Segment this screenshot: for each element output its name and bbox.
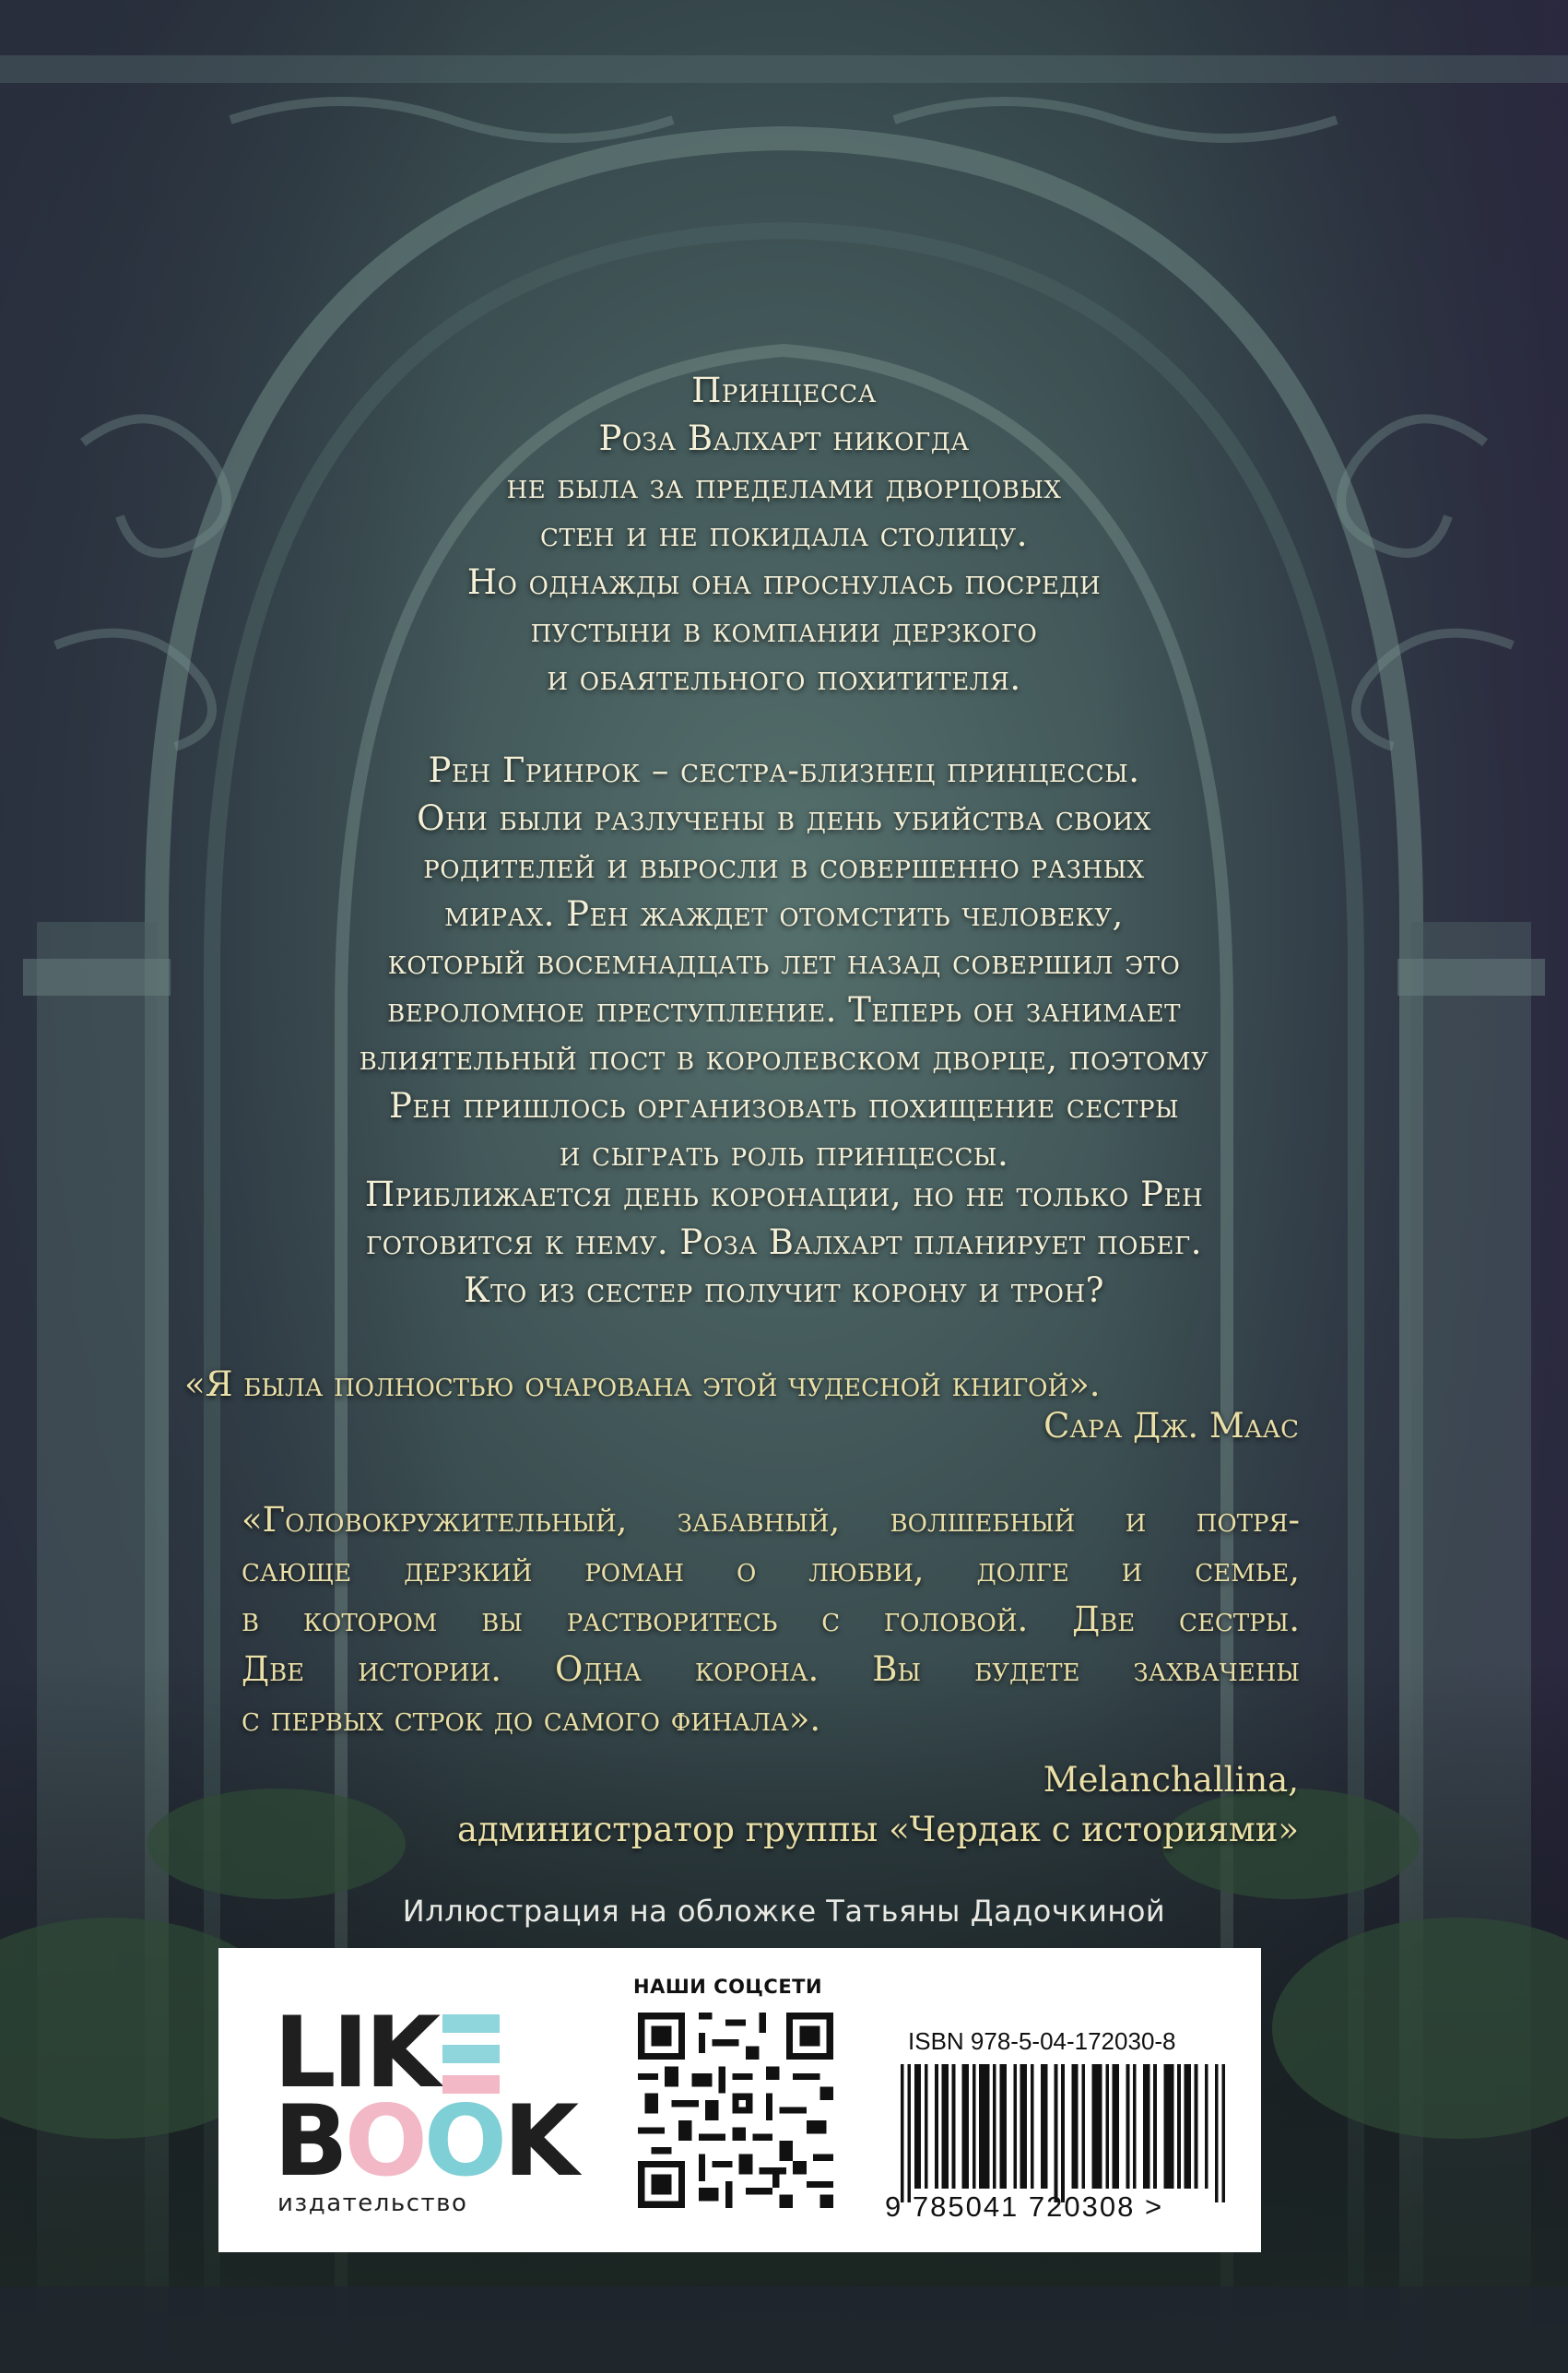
text-line: который восемнадцать лет назад совершил это (387, 942, 1181, 982)
review-quote-1 (184, 1360, 1300, 1410)
quote-line: в котором вы растворитесь с головой. Две сестры. (242, 1600, 1300, 1639)
text-line: Принцесса (691, 371, 877, 410)
quote-author-2 (457, 1755, 1299, 1855)
text-line: Роза Валхарт никогда (598, 419, 970, 458)
qr-code-icon[interactable] (638, 2013, 833, 2208)
text-line: Рен пришлось организовать похищение сестры (388, 1086, 1180, 1126)
social-label: НАШИ СОЦСЕТИ (633, 1976, 823, 1998)
quote-author-role: администратор группы «Чердак с историями» (456, 1810, 1299, 1849)
text-line: влиятельный пост в королевском дворце, поэтому (359, 1038, 1209, 1078)
likebook-logo (274, 1996, 576, 2219)
text-line: стен и не покидала столицу. (540, 514, 1028, 554)
review-quote-2 (242, 1495, 1300, 1744)
description-paragraph-1 (0, 367, 1568, 702)
text-line: родителей и выросли в совершенно разных (423, 846, 1145, 886)
logo-e-glyph (442, 2014, 500, 2094)
isbn-label: ISBN 978-5-04-172030-8 (908, 2027, 1176, 2055)
illustration-credit: Иллюстрация на обложке Татьяны Дадочкиной (402, 1894, 1166, 1929)
logo-letter-k: K (503, 2084, 576, 2198)
text-line: Рен Гринрок – сестра-близнец принцессы. (428, 750, 1140, 790)
text-line: пустыни в компании дерзкого (530, 610, 1038, 650)
publisher-panel (218, 1948, 1261, 2252)
text-line: Кто из сестер получит корону и трон? (464, 1270, 1104, 1310)
quote-line: Две истории. Одна корона. Вы будете захвачены (242, 1649, 1300, 1689)
quote-author-1: Сара Дж. Маас (1043, 1406, 1299, 1446)
text-line: мирах. Рен жаждет отомстить человеку, (444, 894, 1124, 934)
text-line: и сыграть роль принцессы. (559, 1134, 1009, 1174)
text-line: и обаятельного похитителя. (547, 658, 1021, 698)
text-line: Они были разлучены в день убийства своих (417, 798, 1151, 838)
barcode-icon (901, 2064, 1225, 2202)
logo-letter-o-teal: O (423, 2084, 504, 2198)
description-paragraph-3 (0, 1171, 1568, 1315)
quote-text: «Я была полностью очарована этой чудесной книгой». (184, 1364, 1101, 1404)
logo-subtitle: издательство (277, 2190, 468, 2217)
description-paragraph-2 (0, 747, 1568, 1178)
logo-letters: LIK (274, 1996, 438, 2109)
logo-letter-o-pink: O (344, 2084, 424, 2198)
logo-letter-b: B (274, 2084, 345, 2198)
text-line: Приближается день коронации, но не только Рен (364, 1175, 1204, 1214)
text-line: не была за пределами дворцовых (506, 466, 1062, 506)
quote-line: с первых строк до самого финала». (242, 1699, 821, 1739)
barcode-digits: 9 785041 720308 > (885, 2190, 1164, 2223)
text-line: вероломное преступление. Теперь он занимает (387, 990, 1181, 1030)
text-line: Но однажды она проснулась посреди (466, 562, 1102, 602)
text-line: готовится к нему. Роза Валхарт планирует побег. (366, 1222, 1202, 1262)
quote-line: сающе дерзкий роман о любви, долге и семье, (242, 1550, 1300, 1589)
quote-line: «Головокружительный, забавный, волшебный и потря- (242, 1500, 1300, 1540)
quote-author-name: Melanchallina, (1043, 1760, 1299, 1800)
logo-line-2 (274, 2084, 576, 2198)
